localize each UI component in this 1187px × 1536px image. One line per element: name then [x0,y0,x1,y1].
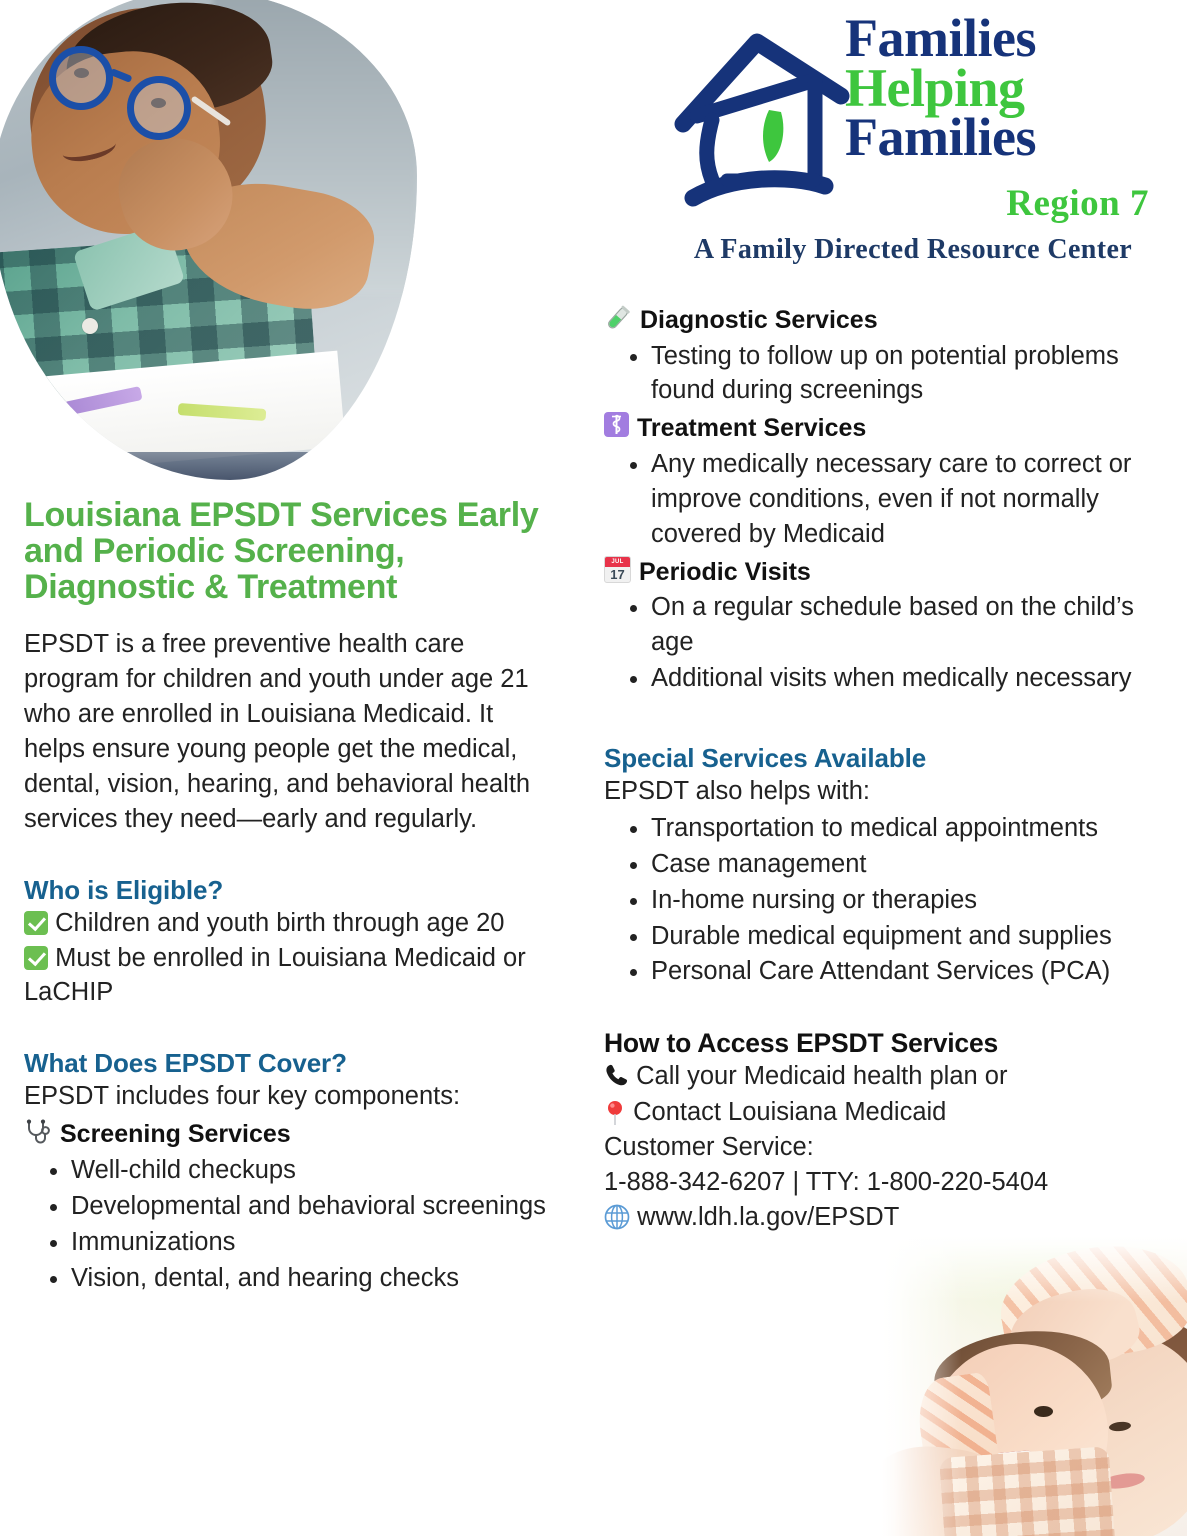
screening-item: Vision, dental, and hearing checks [24,1261,554,1296]
house-logo-icon [665,20,855,220]
left-column [24,497,554,1297]
periodic-item: Additional visits when medically necessary [604,661,1144,696]
intro-paragraph: EPSDT is a free preventive health care program for children and youth under age 21 who are enrolled in Louisiana Medicaid. It helps ensure young people get the medical, dental, vision, hearing, and behavioral health services they need—early and regularly. [24,630,531,833]
logo-wordmark [845,8,1165,168]
screening-services-list [24,1153,554,1296]
logo-line-families-top: Families [845,8,1036,68]
periodic-visits-row [604,556,1144,589]
logo-line-families-bottom: Families [845,107,1036,168]
phone-numbers: 1-888-342-6207 | TTY: 1-800-220-5404 [604,1167,1049,1196]
diagnostic-services-label: Diagnostic Services [640,306,878,334]
eligibility-item-1 [24,906,554,941]
test-tube-icon [604,304,632,332]
special-item: In-home nursing or therapies [604,883,1144,918]
logo-line-helping: Helping [845,57,1025,118]
eligibility-item-2-label: Must be enrolled in Louisiana Medicaid or LaCHIP [24,943,526,1007]
globe-with-meridians-icon [604,1204,630,1230]
photo-glasses-left-lens [49,46,113,110]
white-check-mark-icon [24,946,48,970]
contact-line [604,1095,1144,1130]
white-check-mark-icon [24,911,48,935]
screening-item: Developmental and behavioral screenings [24,1189,554,1224]
logo-tagline: A Family Directed Resource Center [693,234,1133,265]
logo-region-label: Region 7 [1006,183,1149,224]
periodic-visits-label: Periodic Visits [639,557,811,586]
eligibility-item-1-label: Children and youth birth through age 20 [55,908,505,937]
treatment-services-label: Treatment Services [637,414,867,443]
eligibility-list [24,906,554,1011]
screening-services-label: Screening Services [60,1120,291,1149]
website-line[interactable] [604,1200,1144,1235]
special-services-list [604,811,1144,990]
stethoscope-icon [24,1118,52,1146]
screening-services-row [24,1118,554,1151]
screening-item: Well-child checkups [24,1153,554,1188]
treatment-services-list [604,447,1144,552]
diagnostic-item: Testing to follow up on potential problems found during screenings [604,339,1144,409]
treatment-item: Any medically necessary care to correct or improve conditions, even if not normally covered by Medicaid [604,447,1144,552]
screening-item: Immunizations [24,1225,554,1260]
photo-shirt-button [82,318,98,334]
child-and-adult-photo [882,1236,1187,1536]
photo-desk-edge [0,452,417,480]
br-photo-feather-mask [882,1236,1187,1536]
diagnostic-services-row [604,304,1144,337]
medical-symbol-icon [604,412,629,437]
diagnostic-services-list [604,339,1144,409]
boy-with-glasses-photo [0,0,417,480]
photo-glasses-right-lens [127,76,191,140]
periodic-item: On a regular schedule based on the child’s age [604,590,1144,660]
special-item: Case management [604,847,1144,882]
special-services-heading: Special Services Available [604,742,927,773]
cover-lead: EPSDT includes four key components: [24,1082,461,1111]
telephone-receiver-icon [604,1063,629,1088]
eligibility-item-2 [24,941,554,1011]
special-item: Durable medical equipment and supplies [604,919,1144,954]
right-column [604,300,1144,1235]
cover-heading: What Does EPSDT Cover? [24,1048,347,1079]
access-heading: How to Access EPSDT Services [604,1028,999,1059]
special-services-lead: EPSDT also helps with: [604,776,870,805]
organization-logo [645,6,1155,278]
round-pushpin-icon [604,1100,626,1126]
call-line [604,1059,1144,1094]
calendar-month: JUL [605,557,630,567]
special-item: Personal Care Attendant Services (PCA) [604,954,1144,989]
special-item: Transportation to medical appointments [604,811,1144,846]
calendar-day: 17 [610,566,625,582]
website-url[interactable]: www.ldh.la.gov/EPSDT [637,1203,900,1232]
customer-service-label: Customer Service: [604,1132,814,1161]
page-title: Louisiana EPSDT Services Early and Periodic Screening, Diagnostic & Treatment [24,496,539,607]
contact-line-label: Contact Louisiana Medicaid [633,1097,947,1126]
eligibility-heading: Who is Eligible? [24,874,224,905]
periodic-visits-list [604,590,1144,696]
calendar-icon [604,556,631,583]
treatment-services-row [604,412,1144,445]
call-line-label: Call your Medicaid health plan or [636,1062,1008,1091]
